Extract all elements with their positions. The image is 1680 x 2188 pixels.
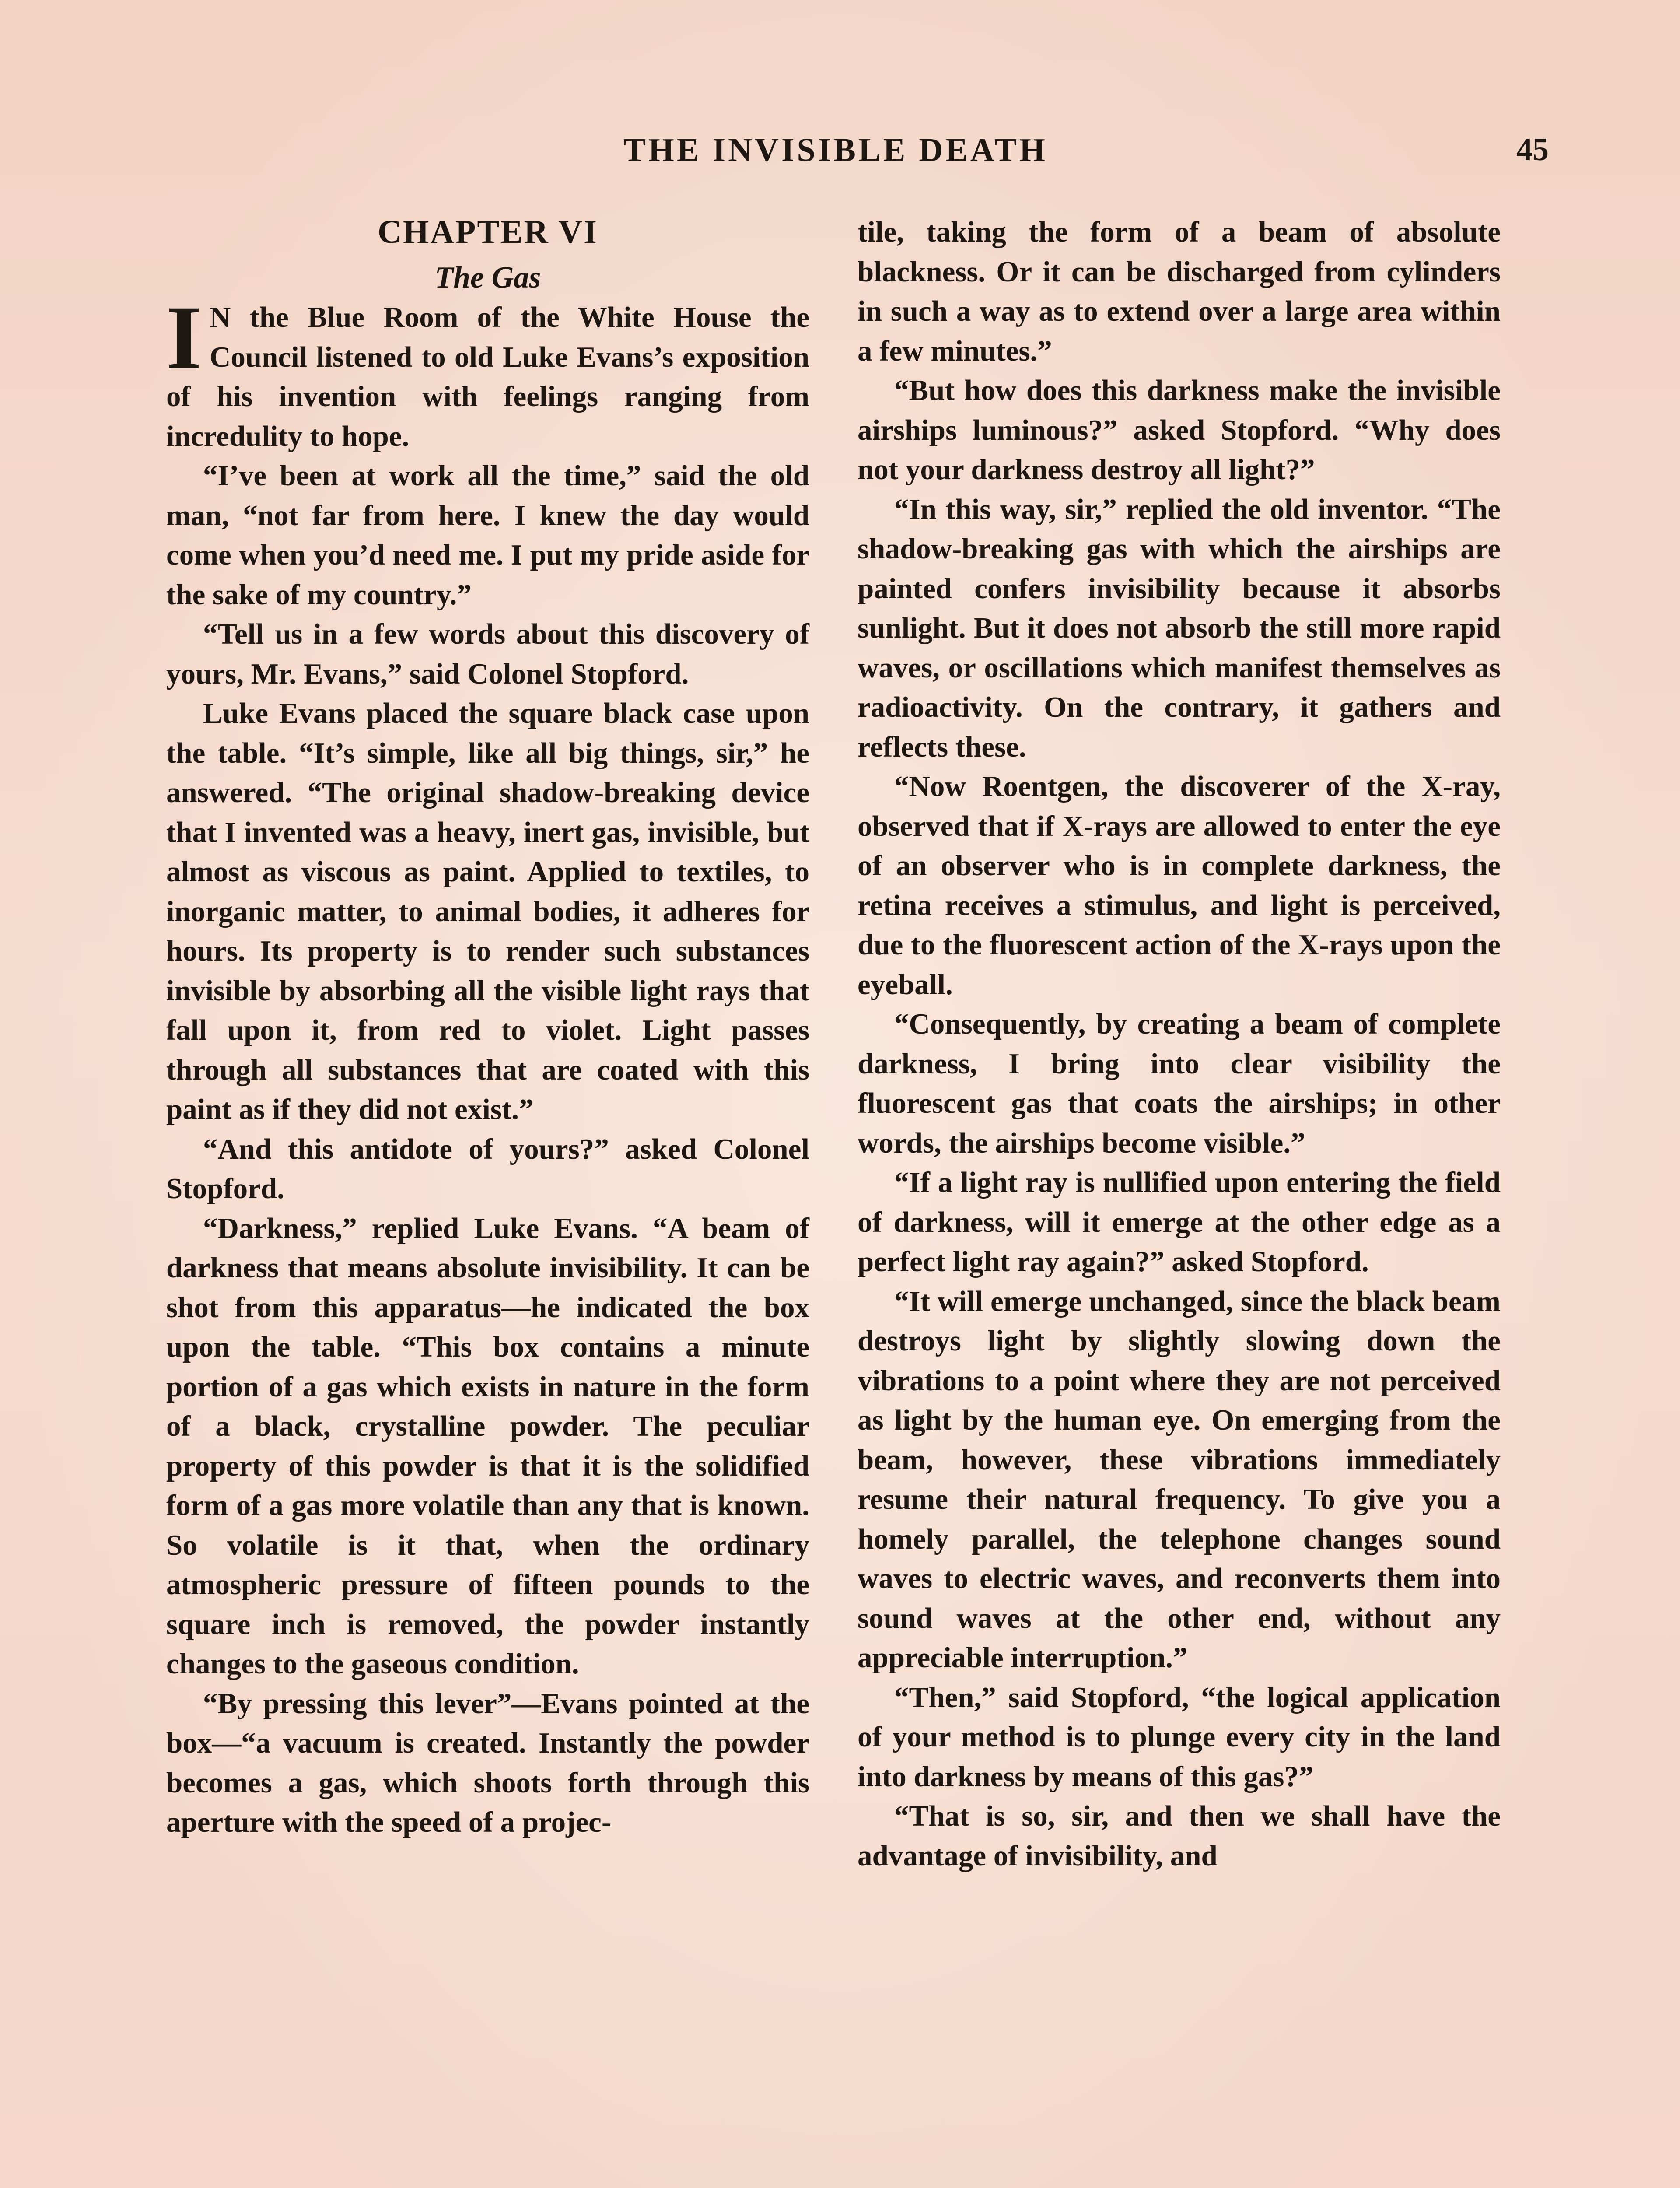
paragraph: “Now Roentgen, the discoverer of the X-ray, observed that if X-rays are allowed to enter the eye of an observer who is in complete darkness, the retina receives a stimulus, and light is perceived, due to the fluorescent action of the X-rays upon the eyeball.: [858, 770, 1501, 1001]
left-column: [166, 212, 809, 1842]
chapter-subtitle: The Gas: [434, 261, 541, 295]
paragraph: “That is so, sir, and then we shall have the advantage of invisibility, and: [858, 1800, 1501, 1872]
paragraph: “Darkness,” replied Luke Evans. “A beam of darkness that means absolute invisibility. It can be shot from this apparatus—he indicated the box upon the table. “This box contains a minute portion of a gas which exists in nature in the form of a black, crystalline powder. The peculiar property of this powder is that it is the solidified form of a gas more volatile than any that is known. So volatile is it that, when the ordinary atmospheric pressure of fifteen pounds to the square inch is removed, the powder instantly changes to the gaseous condition.: [166, 1212, 809, 1680]
paragraph: “By pressing this lever”—Evans pointed at the box—“a vacuum is created. Instantly the powder becomes a gas, which shoots forth through this aperture with the speed of a projec-: [166, 1687, 809, 1838]
opening-text: N the Blue Room of the White House the Council listened to old Luke Evans’s exposition of his invention with feelings ranging from incredulity to hope.: [166, 301, 809, 452]
page-number: 45: [1516, 132, 1549, 168]
paragraph: “Consequently, by creating a beam of complete darkness, I bring into clear visibility the fluorescent gas that coats the airships; in other words, the airships become visible.”: [858, 1008, 1501, 1159]
paragraph: “In this way, sir,” replied the old inventor. “The shadow-breaking gas with which the airships are painted confers invisibility because it absorbs sunlight. But it does not absorb the still more rapid waves, or oscillations which manifest themselves as radioactivity. On the contrary, it gathers and reflects these.: [858, 493, 1501, 763]
paragraph: “I’ve been at work all the time,” said the old man, “not far from here. I knew the day would come when you’d need me. I put my pride aside for the sake of my country.”: [166, 459, 809, 611]
running-title: THE INVISIBLE DEATH: [623, 132, 1048, 168]
opening-paragraph: [166, 287, 809, 456]
drop-cap: I: [166, 287, 202, 388]
chapter-title: CHAPTER VI: [378, 214, 598, 250]
paragraph: “If a light ray is nullified upon entering the field of darkness, will it emerge at the other edge as a perfect light ray again?” asked Stopford.: [858, 1166, 1501, 1278]
right-column: [858, 212, 1501, 1876]
paragraph: Luke Evans placed the square black case upon the table. “It’s simple, like all big things, sir,” he answered. “The original shadow-breaking device that I invented was a heavy, inert gas, invisible, but almost as viscous as paint. Applied to textiles, to inorganic matter, to animal bodies, it adheres for hours. Its property is to render such substances invisible by absorbing all the visible light rays that fall upon it, from red to violet. Light passes through all substances that are coated with this paint as if they did not exist.”: [166, 697, 809, 1126]
paragraph: “It will emerge unchanged, since the black beam destroys light by slightly slowing down the vibrations to a point where they are not perceived as light by the human eye. On emerging from the beam, however, these vibrations immediately resume their natural frequency. To give you a homely parallel, the telephone changes sound waves to electric waves, and reconverts them into sound waves at the other end, without any appreciable interruption.”: [858, 1285, 1501, 1674]
running-head: [0, 131, 1680, 175]
paragraph: “Tell us in a few words about this discovery of yours, Mr. Evans,” said Colonel Stopford.: [166, 618, 809, 690]
paragraph: “Then,” said Stopford, “the logical application of your method is to plunge every city in the land into darkness by means of this gas?”: [858, 1681, 1501, 1793]
paragraph: tile, taking the form of a beam of absolute blackness. Or it can be discharged from cylinders in such a way as to extend over a large area within a few minutes.”: [858, 216, 1501, 367]
paragraph: “And this antidote of yours?” asked Colonel Stopford.: [166, 1133, 809, 1205]
paragraph: “But how does this darkness make the invisible airships luminous?” asked Stopford. “Why does not your darkness destroy all light?”: [858, 374, 1501, 486]
